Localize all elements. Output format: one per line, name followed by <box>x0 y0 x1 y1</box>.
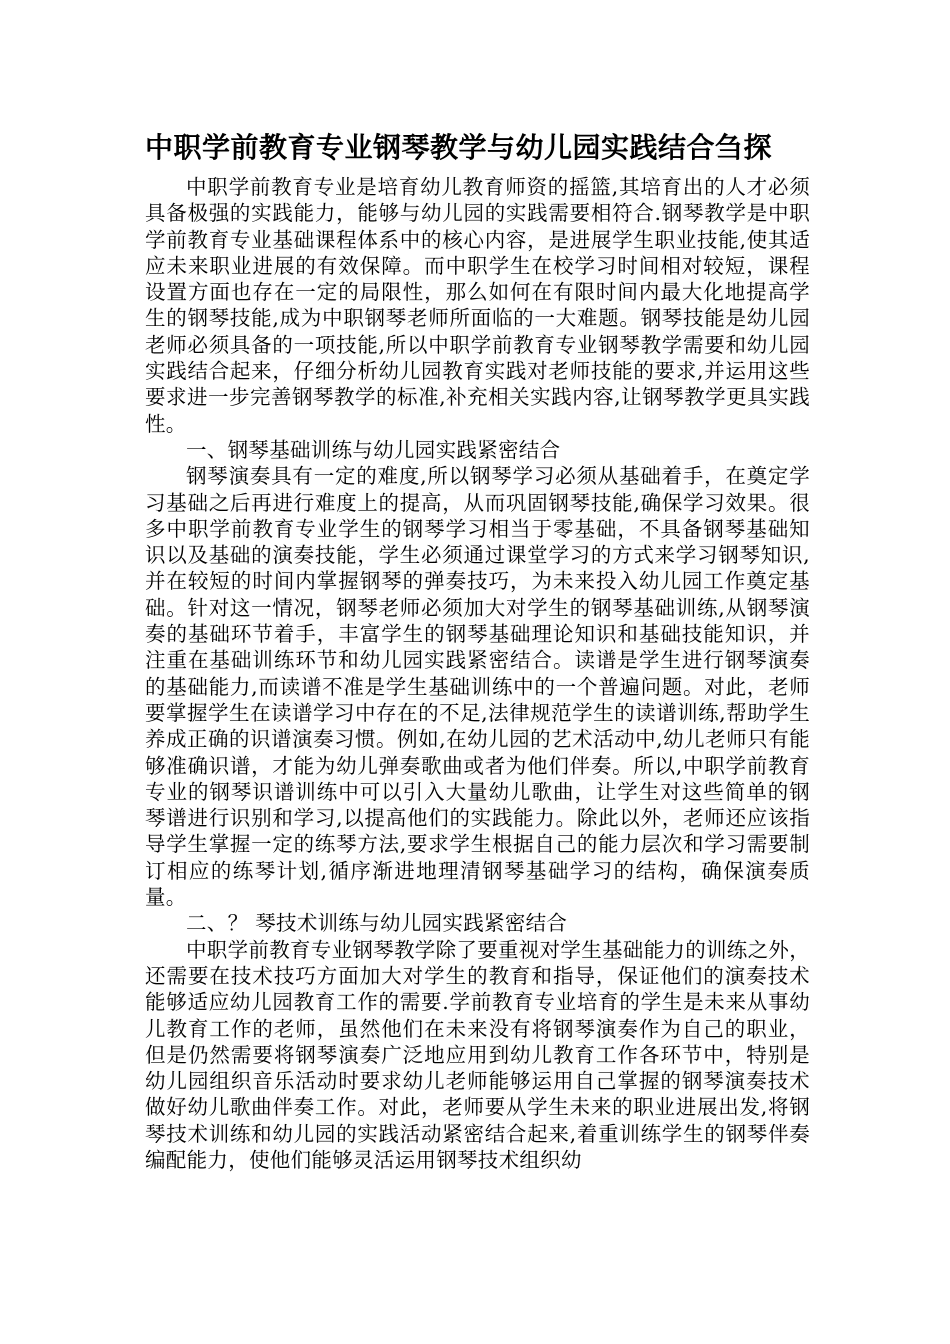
section-heading-1: 一、钢琴基础训练与幼儿园实践紧密结合 <box>186 437 561 462</box>
intro-paragraph: 中职学前教育专业是培育幼儿教育师资的摇篮,其培育出的人才必须具备极强的实践能力，能够与幼儿园的实践需要相符合.钢琴教学是中职学前教育专业基础课程体系中的核心内容，是进展学生职业技能,使其适应未来职业进展的有效保障。而中职学生在校学习时间相对较短，课程设置方面也存在一定的局限性，那么如何在有限时间内最大化地提高学生的钢琴技能,成为中职钢琴老师所面临的一大难题。钢琴技能是幼儿园老师必须具备的一项技能,所以中职学前教育专业钢琴教学需要和幼儿园实践结合起来，仔细分析幼儿园教育实践对老师技能的要求,并运用这些要求进一步完善钢琴教学的标准,补充相关实践内容,让钢琴教学更具实践性。 <box>145 175 810 436</box>
section-2-paragraph: 中职学前教育专业钢琴教学除了要重视对学生基础能力的训练之外，还需要在技术技巧方面加大对学生的教育和指导，保证他们的演奏技术能够适应幼儿园教育工作的需要.学前教育专业培育的学生是未来从事幼儿教育工作的老师，虽然他们在未来没有将钢琴演奏作为自己的职业，但是仍然需要将钢琴演奏广泛地应用到幼儿教育工作各环节中，特别是幼儿园组织音乐活动时要求幼儿老师能够运用自己掌握的钢琴演奏技术做好幼儿歌曲伴奏工作。对此，老师要从学生未来的职业进展出发,将钢琴技术训练和幼儿园的实践活动紧密结合起来,着重训练学生的钢琴伴奏编配能力，使他们能够灵活运用钢琴技术组织幼 <box>145 937 810 1172</box>
document-page <box>145 128 810 1173</box>
document-title: 中职学前教育专业钢琴教学与幼儿园实践结合刍探 <box>145 131 773 164</box>
section-heading-2: 二、？ 琴技术训练与幼儿园实践紧密结合 <box>186 911 568 936</box>
section-1-paragraph: 钢琴演奏具有一定的难度,所以钢琴学习必须从基础着手，在奠定学习基础之后再进行难度上的提高，从而巩固钢琴技能,确保学习效果。很多中职学前教育专业学生的钢琴学习相当于零基础，不具备钢琴基础知识以及基础的演奏技能，学生必须通过课堂学习的方式来学习钢琴知识,并在较短的时间内掌握钢琴的弹奏技巧，为未来投入幼儿园工作奠定基础。针对这一情况，钢琴老师必须加大对学生的钢琴基础训练,从钢琴演奏的基础环节着手，丰富学生的钢琴基础理论知识和基础技能知识，并注重在基础训练环节和幼儿园实践紧密结合。读谱是学生进行钢琴演奏的基础能力,而读谱不准是学生基础训练中的一个普遍问题。对此，老师要掌握学生在读谱学习中存在的不足,法律规范学生的读谱训练,帮助学生养成正确的识谱演奏习惯。例如,在幼儿园的艺术活动中,幼儿老师只有能够准确识谱，才能为幼儿弹奏歌曲或者为他们伴奏。所以,中职学前教育专业的钢琴识谱训练中可以引入大量幼儿歌曲，让学生对这些简单的钢琴谱进行识别和学习,以提高他们的实践能力。除此以外，老师还应该指导学生掌握一定的练琴方法,要求学生根据自己的能力层次和学习需要制订相应的练琴计划,循序渐进地理清钢琴基础学习的结构，确保演奏质量。 <box>145 464 810 910</box>
